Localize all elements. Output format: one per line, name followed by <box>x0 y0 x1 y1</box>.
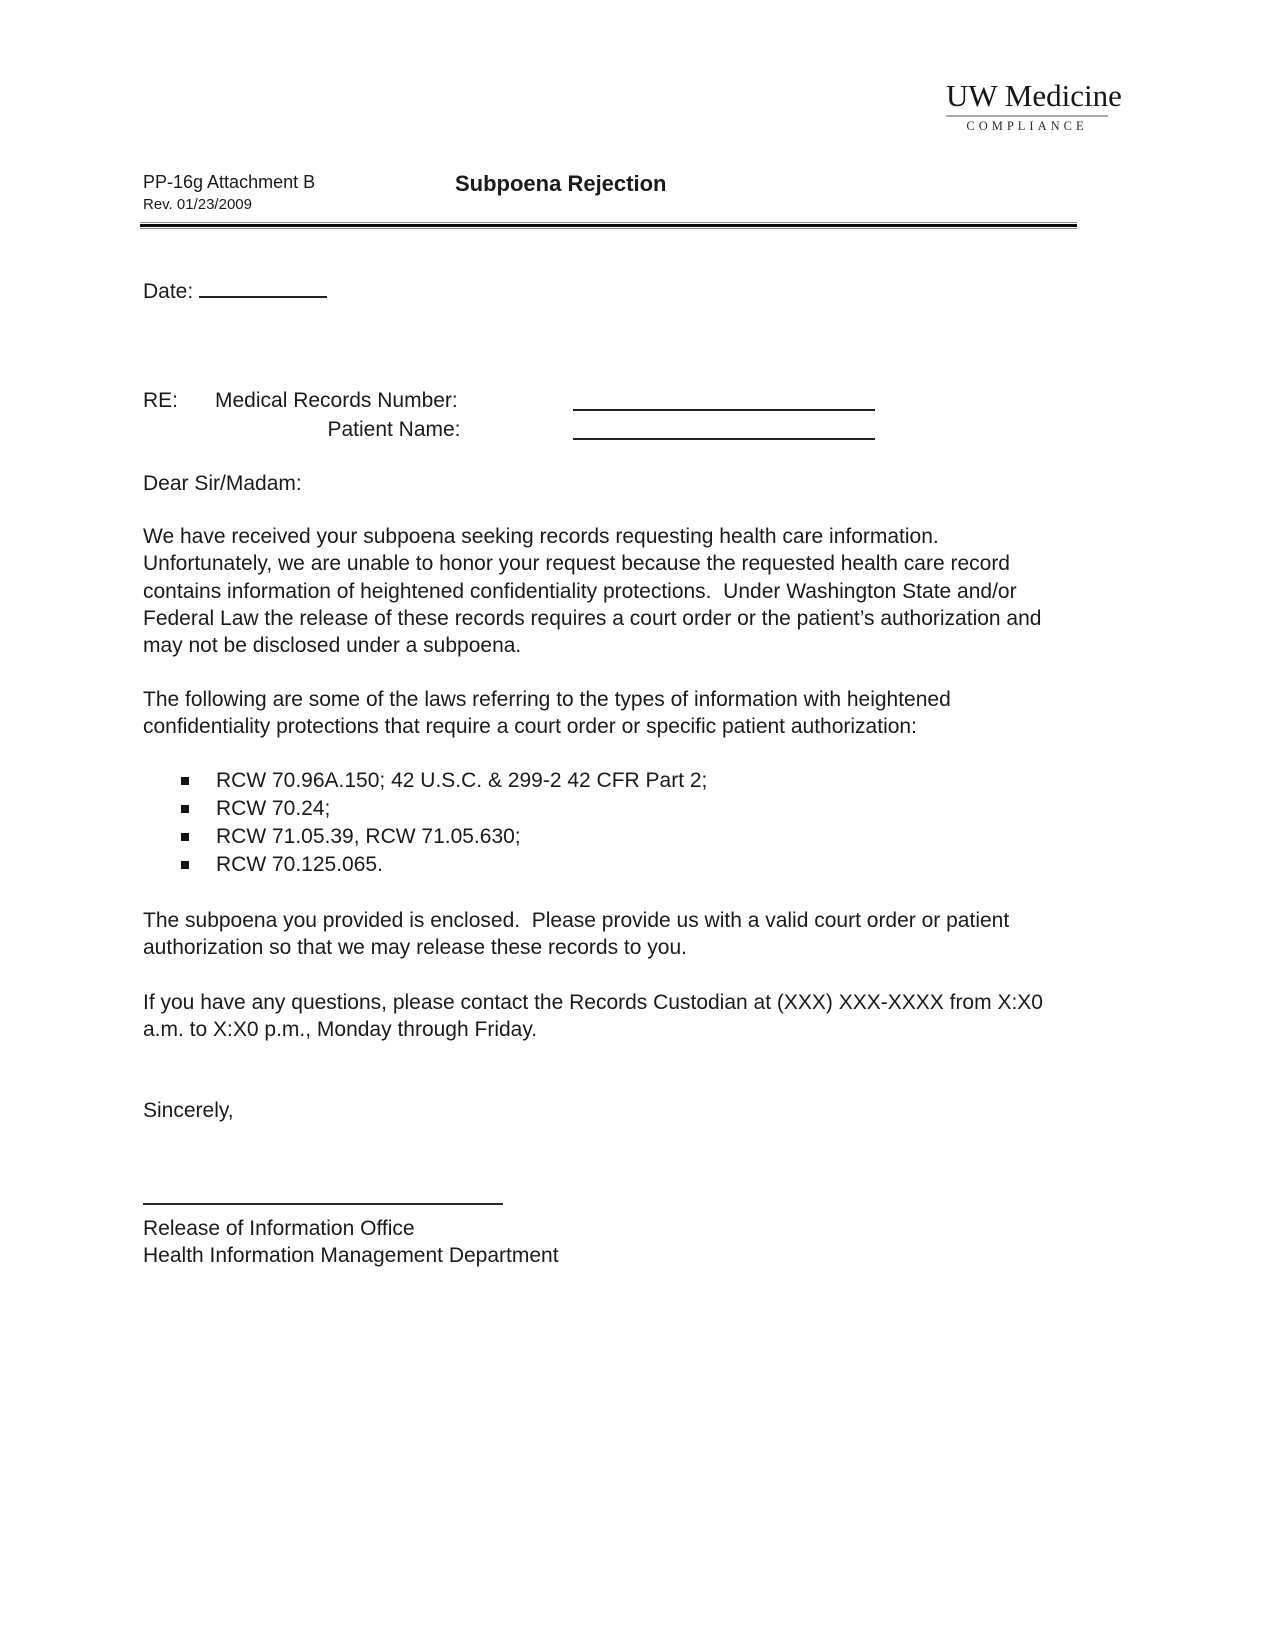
bullet-item <box>143 823 1135 851</box>
bullet-text: RCW 71.05.39, RCW 71.05.630; <box>216 824 521 848</box>
field-label-medical-records-number: Medical Records Number: <box>215 389 458 412</box>
bullet-square-icon <box>181 805 189 813</box>
bullet-item <box>143 795 1135 823</box>
uw-medicine-logo <box>946 78 1122 134</box>
logo-compliance-text: COMPLIANCE <box>966 118 1088 133</box>
bullet-item <box>143 851 1135 879</box>
signature-title-department: Health Information Management Department <box>143 1243 559 1267</box>
document-header <box>143 172 1135 213</box>
bullet-square-icon <box>181 861 189 869</box>
body-paragraph-4: If you have any questions, please contact the Records Custodian at (XXX) XXX-XXXX from X:X0 a.m. to X:X0 p.m., Monday through Friday. <box>143 991 1049 1042</box>
field-label-patient-name: Patient Name: <box>327 418 461 441</box>
signature-line <box>143 1203 503 1205</box>
divider-thin-bottom <box>140 228 1077 229</box>
body-paragraph-1: We have received your subpoena seeking records requesting health care information. Unfortunately, we are unable to honor your request because the requested health care record contains information of heightened confidentiality protections. Under Washington State and/or Federal Law the release of these records requires a court order or the patient’s authorization and may not be disclosed under a subpoena. <box>143 525 1048 658</box>
bullet-text: RCW 70.125.065. <box>216 852 383 876</box>
header-divider <box>140 222 1077 229</box>
logo-brand-text: UW Medicine <box>946 80 1108 117</box>
doc-revision: Rev. 01/23/2009 <box>143 196 252 213</box>
date-label: Date: <box>143 280 194 303</box>
bullet-text: RCW 70.96A.150; 42 U.S.C. & 299-2 42 CFR Part 2; <box>216 768 708 792</box>
doc-id: PP-16g Attachment B <box>143 172 316 192</box>
body-paragraph-3: The subpoena you provided is enclosed. Please provide us with a valid court order or patient authorization so that we may release these records to you. <box>143 908 1016 959</box>
date-field <box>143 278 1135 305</box>
salutation: Dear Sir/Madam: <box>143 472 302 495</box>
bullet-square-icon <box>181 833 189 841</box>
signature-title-office: Release of Information Office <box>143 1216 415 1240</box>
document-header-left <box>143 172 455 213</box>
field-blank-medical-records-number <box>573 386 875 411</box>
bullet-item <box>143 767 1135 795</box>
bullet-list <box>143 767 1135 879</box>
bullet-text: RCW 70.24; <box>216 796 331 820</box>
field-blank-patient-name <box>573 415 875 440</box>
closing-sincerely: Sincerely, <box>143 1099 234 1123</box>
date-blank-line <box>199 278 327 298</box>
re-label-spacer <box>143 415 215 444</box>
re-section <box>143 386 1135 444</box>
re-label: RE: <box>143 389 179 412</box>
body-paragraph-2: The following are some of the laws referring to the types of information with heightened confidentiality protections that require a court order or specific patient authorization: <box>143 688 957 739</box>
page-title: Subpoena Rejection <box>455 171 667 196</box>
bullet-square-icon <box>181 777 189 785</box>
